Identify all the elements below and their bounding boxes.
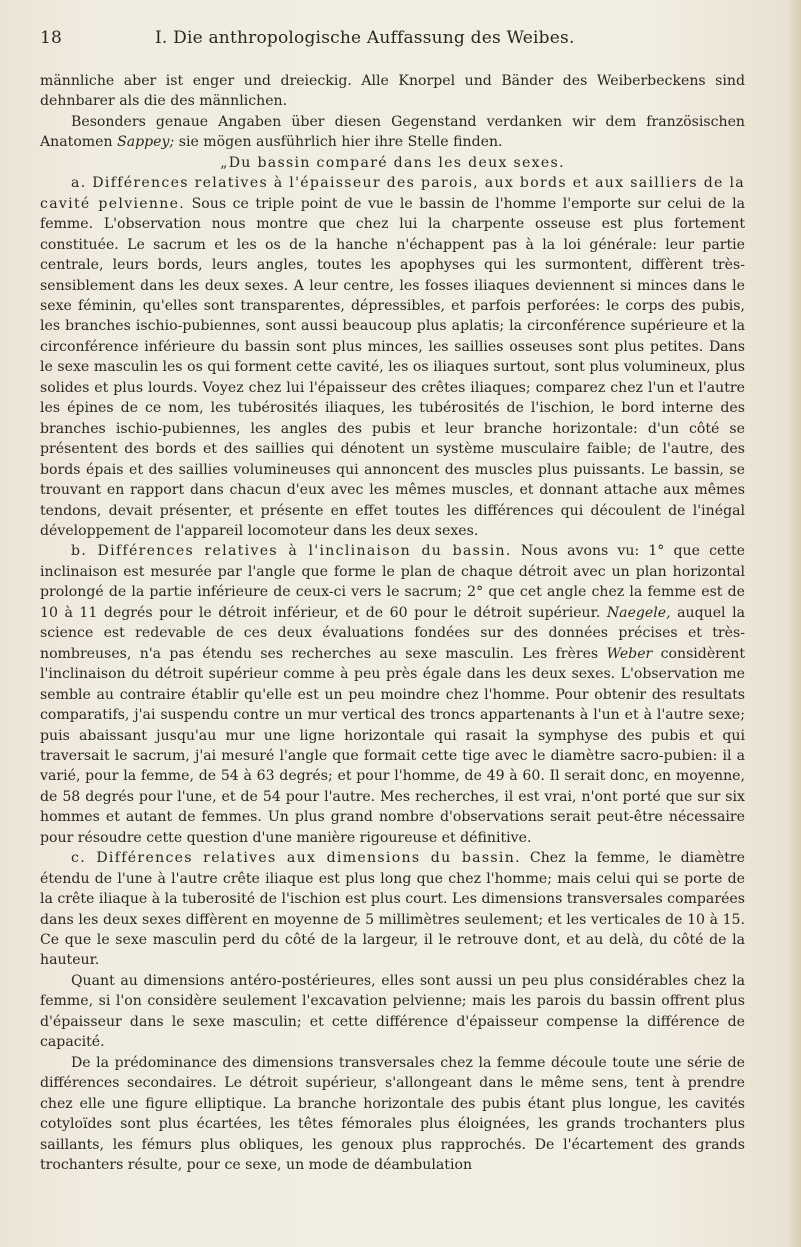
section-b-label: b. Différences relatives à l'inclinaison du bassin. <box>71 543 512 560</box>
section-b <box>40 541 745 848</box>
paragraph-2-text-b: sie mögen ausführlich hier ihre Stelle finden. <box>174 134 503 151</box>
running-title: I. Die anthropologische Auffassung des Weibes. <box>155 28 575 48</box>
section-b-text-2: auquel la science est redevable de ces deux évaluations fondées sur des données précises et très-nombreuses, n'a pas étendu ses recherches au sexe masculin. Les frères <box>40 604 745 662</box>
paragraph-1: männliche aber ist enger und dreieckig. Alle Knorpel und Bänder des Weiberbeckens sind dehnbarer als die des männlichen. <box>40 73 745 110</box>
page-number: 18 <box>40 28 63 48</box>
section-c <box>40 848 745 971</box>
author-name-sappey: Sappey; <box>117 134 175 151</box>
section-a-text: Sous ce triple point de vue le bassin de l'homme l'emporte sur celui de la femme. L'observation nous montre que chez lui la charpente osseuse est plus fortement constituée. Le sacrum et les os de la hanche n'échappent pas à la loi générale: leur partie centrale, leurs bords, leurs angles, toutes les apophyses qui les surmontent, diffèrent très-sensiblement dans les deux sexes. A leur centre, les fosses iliaques deviennent si minces dans le sexe féminin, qu'elles sont transparentes, dépressibles, et parfois perforées: le corps des pubis, les branches ischio-pubiennes, sont aussi beaucoup plus aplatis; la circonférence supérieure et la circonférence inférieure du bassin sont plus minces, les saillies osseuses sont plus petites. Dans le sexe masculin les os qui forment cette cavité, les os iliaques surtout, sont plus volumineux, plus solides et plus lourds. Voyez chez lui l'épaisseur des crêtes iliaques; comparez chez l'un et l'autre les épines de ce nom, les tubérosités iliaques, les tubérosités de l'ischion, le bord interne des branches ischio-pubiennes, les angles des pubis et leur branche horizontale: d'un côté se présentent des bords et des saillies qui dénotent un système musculaire faible; de l'autre, des bords épais et des saillies volumineuses qui annoncent des muscles plus puissants. Le bassin, se trouvant en rapport dans chacun d'eux avec les mêmes muscles, et donnant attache aux mêmes tendons, devait présenter, et présente en effet toutes les différences qui découlent de l'inégal développement de l'appareil locomoteur dans les deux sexes. <box>40 195 745 539</box>
author-name-naegele: Naegele, <box>606 604 671 621</box>
section-c-text: Chez la femme, le diamètre étendu de l'une à l'autre crête iliaque est plus long que chez l'homme; mais celui qui se porte de la crête iliaque à la tuberosité de l'ischion est plus court. Les dimensions transversales comparées dans les deux sexes diffèrent en moyenne de 5 millimètres seulement; et les verticales de 10 à 15. Ce que le sexe masculin perd du côté de la largeur, il le retrouve dont, et au delà, du côté de la hauteur. <box>40 850 745 969</box>
author-name-weber: Weber <box>606 645 653 662</box>
running-header <box>40 28 740 54</box>
section-a <box>40 173 745 541</box>
section-b-text-3: considèrent l'inclinaison du détroit supérieur comme à peu près égale dans les deux sexes. L'observation me semble au contraire établir qu'elle est un peu moindre chez l'homme. Pour obtenir des resultats comparatifs, j'ai suspendu contre un mur vertical des troncs appartenants à l'un et à l'autre sexe; puis abaissant jusqu'au mur une ligne horizontale qui rasait la symphyse des pubis et qui traversait le sacrum, j'ai mesuré l'angle que formait cette tige avec le diamètre sacro-pubien: il a varié, pour la femme, de 54 à 63 degrés; et pour l'homme, de 49 à 60. Il serait donc, en moyenne, de 58 degrés pour l'une, et de 54 pour l'autre. Mes recherches, il est vrai, n'ont porté que sur six hommes et autant de femmes. Un plus grand nombre d'observations serait peut-être nécessaire pour résoudre cette question d'une manière rigoureuse et définitive. <box>40 645 745 846</box>
paragraph-2 <box>40 112 745 153</box>
paragraph-de: De la prédominance des dimensions transversales chez la femme découle toute une série de différences secondaires. Le détroit supérieur, s'allongeant dans le même sens, tent à prendre chez elle une figure elliptique. La branche horizontale des pubis étant plus longue, les cavités cotyloïdes sont plus écartées, les têtes fémorales plus éloignées, les grands trochanters plus saillants, les fémurs plus obliques, les genoux plus rapprochés. De l'écartement des grands trochanters résulte, pour ce sexe, un mode de déambulation <box>40 1054 745 1174</box>
quote-heading: „Du bassin comparé dans les deux sexes. <box>220 154 565 171</box>
section-b-text-1: Nous avons vu: 1° que cette inclinaison est mesurée par l'angle que forme le plan de chaque détroit avec un plan horizontal prolongé de la partie inférieure de ceux-ci vers le sacrum; 2° que cet angle chez la femme est de 10 à 11 degrés pour le détroit inférieur, et de 60 pour le détroit supérieur. <box>40 543 745 621</box>
body-text <box>40 71 745 1175</box>
paragraph-2-text-a: Besonders genaue Angaben über diesen Gegenstand verdanken wir dem französischen Anatomen <box>40 113 745 151</box>
section-c-label: c. Différences relatives aux dimensions du bassin. <box>71 850 521 867</box>
paragraph-quant: Quant au dimensions antéro-postérieures, elles sont aussi un peu plus considérables chez la femme, si l'on considère seulement l'excavation pelvienne; mais les parois du bassin offrent plus d'épaisseur dans le sexe masculin; et cette différence d'épaisseur compense la différence de capacité. <box>40 972 745 1051</box>
page-edge-shadow <box>787 0 801 1247</box>
section-a-label: a. Différences relatives à l'épaisseur des parois, aux bords et aux sailliers de la cavité pelvienne. <box>40 175 745 212</box>
